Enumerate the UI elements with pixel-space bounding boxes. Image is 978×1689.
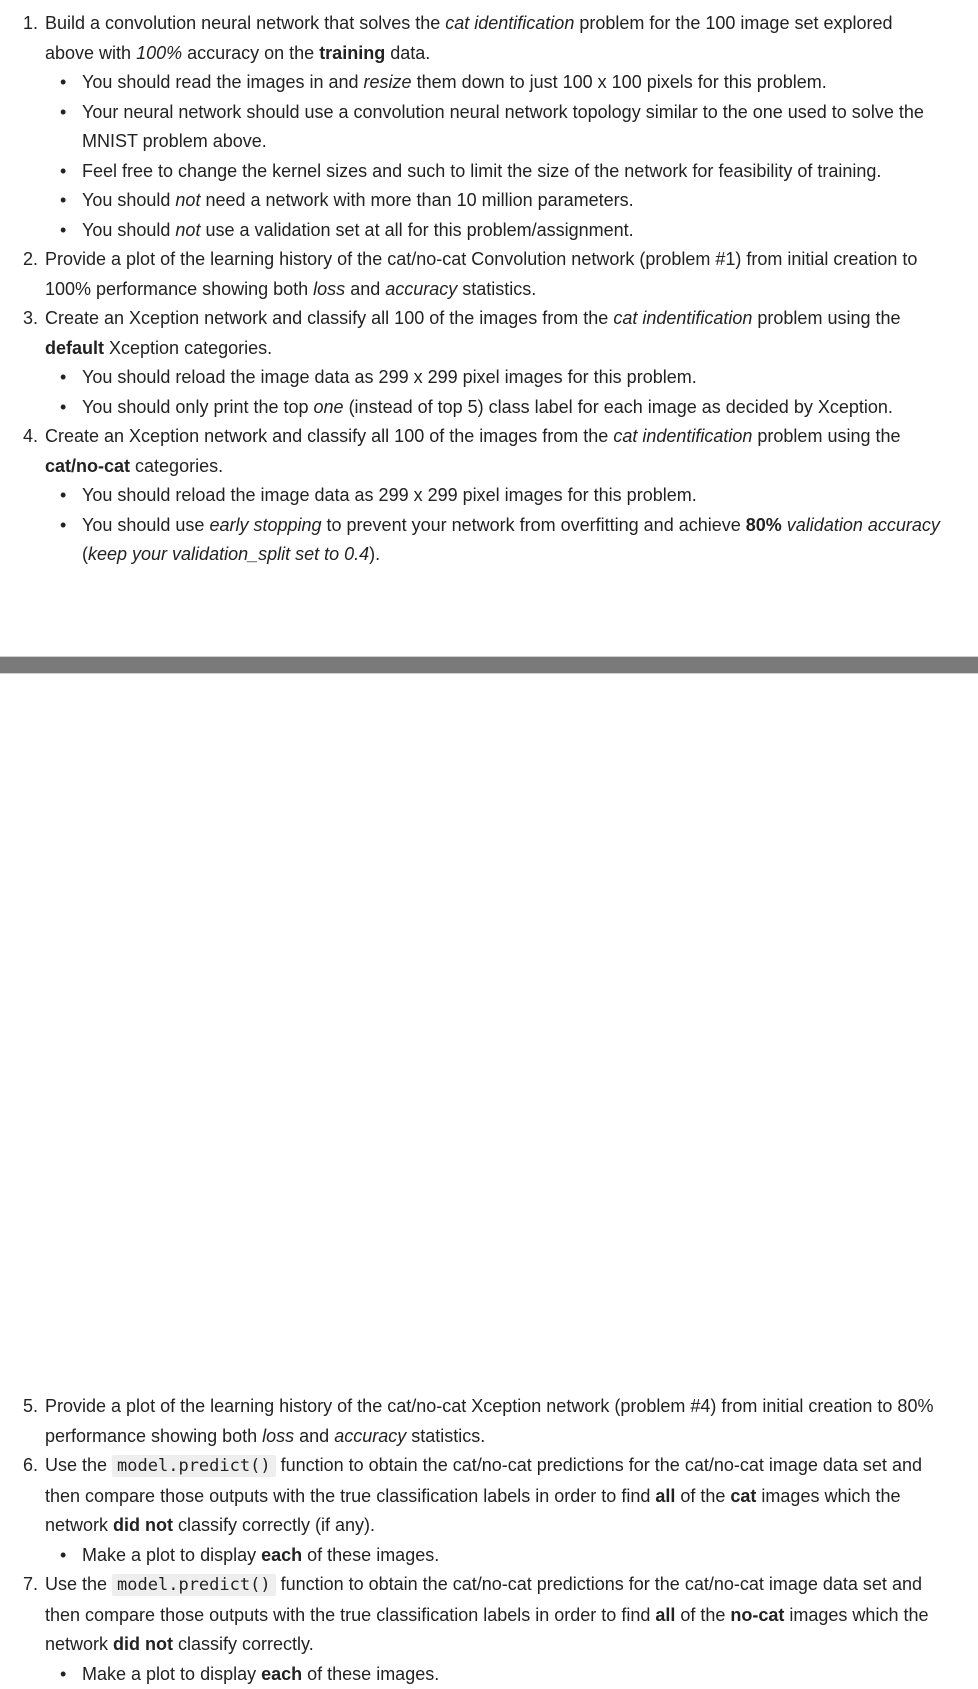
text: You should bbox=[82, 220, 175, 240]
bullet: • bbox=[60, 68, 66, 98]
text: of the bbox=[675, 1486, 730, 1506]
task-1 bbox=[0, 9, 978, 245]
text: Build a convolution neural network that solves the bbox=[45, 13, 445, 33]
task-number: 5. bbox=[23, 1392, 38, 1422]
text: Provide a plot of the learning history of the cat/no-cat Xception network (problem #4) from initial creation to 80% performance showing both bbox=[45, 1396, 933, 1446]
task-5 bbox=[0, 1392, 978, 1451]
text: of the bbox=[675, 1605, 730, 1625]
sub-item bbox=[45, 98, 942, 157]
emphasis: 100% bbox=[136, 43, 182, 63]
bold: cat/no-cat bbox=[45, 456, 130, 476]
bullet: • bbox=[60, 157, 66, 187]
task-6 bbox=[0, 1451, 978, 1570]
task-number: 2. bbox=[23, 245, 38, 275]
bold: 80% bbox=[746, 515, 782, 535]
bold: no-cat bbox=[730, 1605, 784, 1625]
task-list bbox=[0, 1392, 978, 1689]
emphasis: accuracy bbox=[334, 1426, 406, 1446]
bold: each bbox=[261, 1664, 302, 1684]
sub-item bbox=[45, 393, 942, 423]
text: of these images. bbox=[302, 1545, 439, 1565]
task-list bbox=[0, 9, 978, 570]
sub-item bbox=[45, 216, 942, 246]
text: classify correctly (if any). bbox=[173, 1515, 375, 1535]
inline-code: model.predict() bbox=[112, 1574, 276, 1596]
text: Your neural network should use a convolution neural network topology similar to the one used to solve the MNIST problem above. bbox=[82, 102, 924, 152]
bullet: • bbox=[60, 481, 66, 511]
text: Feel free to change the kernel sizes and such to limit the size of the network for feasibility of training. bbox=[82, 161, 881, 181]
emphasis: one bbox=[314, 397, 344, 417]
text: You should use bbox=[82, 515, 209, 535]
text: ( bbox=[82, 544, 88, 564]
sub-item bbox=[45, 186, 942, 216]
text: Xception categories. bbox=[104, 338, 272, 358]
text: need a network with more than 10 million parameters. bbox=[200, 190, 633, 210]
sub-item bbox=[45, 481, 942, 511]
sub-item bbox=[45, 511, 942, 570]
text: function to obtain the cat/no-cat predictions for the cat/no-cat image data set and then compare those outputs with the true classification labels in order to find bbox=[45, 1455, 922, 1506]
text: function to obtain the cat/no-cat predictions for the cat/no-cat image data set and then compare those outputs with the true classification labels in order to find bbox=[45, 1574, 922, 1625]
bold: each bbox=[261, 1545, 302, 1565]
sub-item bbox=[45, 1541, 942, 1571]
text: to prevent your network from overfitting and achieve bbox=[322, 515, 746, 535]
bold: all bbox=[655, 1605, 675, 1625]
task-7 bbox=[0, 1570, 978, 1689]
text: You should reload the image data as 299 x 299 pixel images for this problem. bbox=[82, 485, 697, 505]
inline-code: model.predict() bbox=[112, 1455, 276, 1477]
bold: did not bbox=[113, 1634, 173, 1654]
text: and bbox=[345, 279, 385, 299]
text: accuracy on the bbox=[182, 43, 319, 63]
text: problem for the 100 image set explored above with bbox=[45, 13, 893, 63]
text: Use the bbox=[45, 1455, 112, 1475]
sub-list bbox=[45, 1660, 942, 1689]
task-number: 7. bbox=[23, 1570, 38, 1600]
sub-list bbox=[45, 1541, 942, 1571]
text: Make a plot to display bbox=[82, 1664, 261, 1684]
emphasis: cat indentification bbox=[613, 426, 752, 446]
text: Provide a plot of the learning history of the cat/no-cat Convolution network (problem #1) from initial creation to 100% performance showing both bbox=[45, 249, 917, 299]
sub-item bbox=[45, 68, 942, 98]
text: You should only print the top bbox=[82, 397, 314, 417]
text: images which the network bbox=[45, 1486, 901, 1536]
text: You should bbox=[82, 190, 175, 210]
task-4 bbox=[0, 422, 978, 570]
text: them down to just 100 x 100 pixels for this problem. bbox=[412, 72, 827, 92]
emphasis: validation accuracy bbox=[787, 515, 940, 535]
text: Use the bbox=[45, 1574, 112, 1594]
emphasis: not bbox=[175, 190, 200, 210]
emphasis: resize bbox=[364, 72, 412, 92]
task-2 bbox=[0, 245, 978, 304]
text: use a validation set at all for this problem/assignment. bbox=[200, 220, 633, 240]
notebook-cell-tasks-5-7 bbox=[0, 657, 978, 1047]
text: (instead of top 5) class label for each image as decided by Xception. bbox=[344, 397, 893, 417]
emphasis: loss bbox=[262, 1426, 294, 1446]
task-number: 3. bbox=[23, 304, 38, 334]
bullet: • bbox=[60, 363, 66, 393]
bold: default bbox=[45, 338, 104, 358]
text: statistics. bbox=[457, 279, 536, 299]
bold: training bbox=[319, 43, 385, 63]
text: statistics. bbox=[406, 1426, 485, 1446]
bold: all bbox=[655, 1486, 675, 1506]
text: and bbox=[294, 1426, 334, 1446]
emphasis: accuracy bbox=[385, 279, 457, 299]
sub-item bbox=[45, 363, 942, 393]
text: images which the network bbox=[45, 1605, 928, 1655]
sub-list bbox=[45, 68, 942, 245]
bold: did not bbox=[113, 1515, 173, 1535]
bullet: • bbox=[60, 216, 66, 246]
bullet: • bbox=[60, 1541, 66, 1571]
bullet: • bbox=[60, 511, 66, 541]
emphasis: keep your validation_split set to 0.4 bbox=[88, 544, 369, 564]
text: Create an Xception network and classify all 100 of the images from the bbox=[45, 308, 613, 328]
bullet: • bbox=[60, 393, 66, 423]
task-number: 4. bbox=[23, 422, 38, 452]
sub-item bbox=[45, 1660, 942, 1689]
sub-item bbox=[45, 157, 942, 187]
bullet: • bbox=[60, 98, 66, 128]
emphasis: not bbox=[175, 220, 200, 240]
emphasis: loss bbox=[313, 279, 345, 299]
text: problem using the bbox=[752, 308, 900, 328]
text: You should read the images in and bbox=[82, 72, 364, 92]
sub-list bbox=[45, 481, 942, 570]
sub-list bbox=[45, 363, 942, 422]
text: Make a plot to display bbox=[82, 1545, 261, 1565]
text: data. bbox=[385, 43, 430, 63]
text: categories. bbox=[130, 456, 223, 476]
emphasis: cat identification bbox=[445, 13, 574, 33]
text: classify correctly. bbox=[173, 1634, 314, 1654]
text: ). bbox=[369, 544, 380, 564]
emphasis: early stopping bbox=[209, 515, 321, 535]
task-3 bbox=[0, 304, 978, 422]
task-number: 1. bbox=[23, 9, 38, 39]
text: problem using the bbox=[752, 426, 900, 446]
text: Create an Xception network and classify all 100 of the images from the bbox=[45, 426, 613, 446]
bullet: • bbox=[60, 1660, 66, 1689]
bold: cat bbox=[730, 1486, 756, 1506]
task-number: 6. bbox=[23, 1451, 38, 1481]
text: You should reload the image data as 299 x 299 pixel images for this problem. bbox=[82, 367, 697, 387]
text: of these images. bbox=[302, 1664, 439, 1684]
emphasis: cat indentification bbox=[613, 308, 752, 328]
notebook-cell-tasks-1-4 bbox=[0, 0, 978, 657]
bullet: • bbox=[60, 186, 66, 216]
